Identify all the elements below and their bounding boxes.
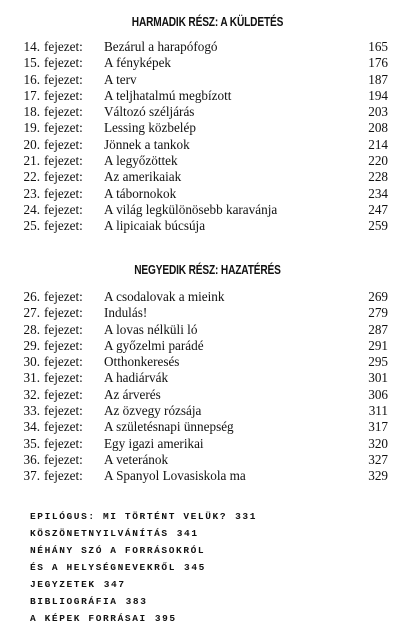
page-number: 345 (184, 562, 206, 573)
chapter-label: fejezet: (44, 185, 83, 201)
page-number: 295 (368, 354, 388, 370)
chapter-label: fejezet: (44, 289, 83, 304)
chapter-number: 17. (23, 87, 40, 103)
chapter-title: A veteránok (104, 451, 169, 467)
toc-row (0, 289, 415, 305)
back-matter-item (30, 525, 257, 542)
page-number: 306 (368, 386, 388, 402)
toc-row (0, 55, 415, 71)
toc-row (0, 39, 415, 55)
page-number: 341 (176, 528, 199, 539)
chapter-title: Az özvegy rózsája (104, 403, 202, 419)
chapter-title: Indulás! (104, 305, 148, 321)
chapter-title: Az árverés (104, 386, 161, 402)
back-matter-title: EPILÓGUS: MI TÖRTÉNT VELÜK? (30, 511, 228, 522)
page-number: 220 (368, 153, 388, 169)
toc-row (0, 354, 415, 370)
page-number: 279 (368, 305, 388, 321)
chapter-title: A Spanyol Lovasiskola ma (104, 468, 246, 484)
part3-toc-list (0, 39, 415, 235)
chapter-title: A születésnapi ünnepség (104, 419, 234, 435)
chapter-title: Változó széljárás (104, 104, 195, 120)
back-matter-title: JEGYZETEK (30, 579, 96, 590)
back-matter-item (30, 610, 257, 627)
chapter-label: fejezet: (44, 386, 83, 402)
page-number: 247 (368, 201, 388, 217)
chapter-label: fejezet: (44, 104, 83, 120)
chapter-label: fejezet: (44, 337, 83, 353)
chapter-number: 27. (23, 305, 40, 321)
chapter-number: 20. (23, 136, 40, 152)
page-number: 311 (368, 403, 388, 419)
toc-row (0, 153, 415, 169)
toc-row (0, 88, 415, 104)
page-number: 234 (368, 185, 388, 201)
chapter-number: 15. (23, 55, 40, 71)
chapter-number: 36. (23, 451, 40, 467)
chapter-number: 30. (23, 354, 40, 370)
chapter-label: fejezet: (44, 370, 83, 386)
toc-row (0, 322, 415, 338)
chapter-number: 35. (23, 435, 40, 451)
back-matter-title: KÖSZÖNETNYILVÁNÍTÁS (30, 528, 169, 539)
page-number: 187 (368, 71, 388, 87)
back-matter-title: BIBLIOGRÁFIA (30, 596, 118, 607)
toc-row (0, 169, 415, 185)
page-number: 203 (368, 104, 388, 120)
toc-row (0, 403, 415, 419)
toc-row (0, 452, 415, 468)
back-matter-item (30, 542, 257, 559)
page-number: 395 (154, 613, 177, 624)
chapter-title: Lessing közbelép (104, 120, 196, 136)
back-matter-list (30, 508, 257, 627)
part3-title: HARMADIK RÉSZ: A KÜLDETÉS (131, 14, 284, 29)
toc-row (0, 137, 415, 153)
page-number: 383 (125, 596, 148, 607)
chapter-label: fejezet: (44, 419, 83, 435)
chapter-label: fejezet: (44, 218, 83, 234)
chapter-number: 32. (23, 386, 40, 402)
back-matter-title: ÉS A HELYSÉGNEVEKRŐL (30, 562, 177, 573)
chapter-label: fejezet: (44, 55, 83, 71)
page-number: 259 (368, 218, 388, 234)
chapter-label: fejezet: (44, 120, 83, 136)
chapter-number: 34. (23, 419, 40, 435)
chapter-number: 22. (23, 169, 40, 185)
chapter-title: A győzelmi parádé (104, 337, 204, 353)
toc-row (0, 370, 415, 386)
toc-row (0, 120, 415, 136)
chapter-number: 19. (23, 120, 40, 136)
chapter-title: A teljhatalmú megbízott (104, 87, 232, 103)
back-matter-item (30, 508, 257, 525)
chapter-title: Otthonkeresés (104, 354, 180, 370)
chapter-title: A hadiárvák (104, 370, 169, 386)
page-number: 317 (368, 419, 388, 435)
chapter-title: Az amerikaiak (104, 169, 182, 185)
back-matter-item (30, 593, 257, 610)
page-number: 301 (368, 370, 388, 386)
page-number: 228 (368, 169, 388, 185)
page-number: 176 (368, 55, 388, 71)
page-number: 287 (368, 321, 388, 337)
chapter-title: Bezárul a harapófogó (104, 39, 218, 54)
chapter-label: fejezet: (44, 321, 83, 337)
chapter-title: A tábornokok (104, 185, 177, 201)
toc-row (0, 468, 415, 484)
chapter-title: A lovas nélküli ló (104, 321, 198, 337)
toc-row (0, 338, 415, 354)
page-number: 208 (368, 120, 388, 136)
chapter-number: 28. (23, 321, 40, 337)
chapter-label: fejezet: (44, 153, 83, 169)
chapter-label: fejezet: (44, 468, 83, 484)
part4-title: NEGYEDIK RÉSZ: HAZATÉRÉS (134, 262, 281, 277)
chapter-number: 29. (23, 337, 40, 353)
toc-row (0, 419, 415, 435)
chapter-number: 23. (23, 185, 40, 201)
chapter-number: 14. (23, 39, 40, 54)
chapter-number: 33. (23, 403, 40, 419)
chapter-label: fejezet: (44, 403, 83, 419)
toc-row (0, 104, 415, 120)
chapter-title: A csodalovak a mieink (104, 289, 225, 304)
chapter-label: fejezet: (44, 305, 83, 321)
chapter-number: 16. (23, 71, 40, 87)
chapter-label: fejezet: (44, 354, 83, 370)
part4-toc-list (0, 289, 415, 485)
toc-row (0, 305, 415, 321)
chapter-label: fejezet: (44, 39, 83, 54)
back-matter-item (30, 559, 257, 576)
page-number: 347 (103, 579, 126, 590)
chapter-label: fejezet: (44, 451, 83, 467)
chapter-label: fejezet: (44, 435, 83, 451)
chapter-label: fejezet: (44, 169, 83, 185)
page-number: 194 (368, 87, 388, 103)
chapter-number: 18. (23, 104, 40, 120)
chapter-number: 31. (23, 370, 40, 386)
toc-row (0, 387, 415, 403)
chapter-label: fejezet: (44, 136, 83, 152)
page-number: 165 (368, 39, 388, 54)
page-number: 331 (235, 511, 258, 522)
chapter-label: fejezet: (44, 87, 83, 103)
chapter-number: 26. (23, 289, 40, 304)
chapter-title: A legyőzöttek (104, 153, 178, 169)
toc-row (0, 218, 415, 234)
chapter-number: 21. (23, 153, 40, 169)
chapter-label: fejezet: (44, 201, 83, 217)
chapter-number: 24. (23, 201, 40, 217)
toc-row (0, 72, 415, 88)
chapter-title: A világ legkülönösebb karavánja (104, 201, 278, 217)
back-matter-title: NÉHÁNY SZÓ A FORRÁSOKRÓL (30, 545, 206, 556)
toc-row (0, 202, 415, 218)
page-number: 320 (368, 435, 388, 451)
page-number: 291 (368, 337, 388, 353)
toc-row (0, 436, 415, 452)
page-number: 214 (368, 136, 388, 152)
chapter-title: A terv (104, 71, 137, 87)
chapter-title: A fényképek (104, 55, 172, 71)
page-number: 327 (368, 451, 388, 467)
chapter-label: fejezet: (44, 71, 83, 87)
back-matter-item (30, 576, 257, 593)
chapter-title: Jönnek a tankok (104, 136, 190, 152)
back-matter-title: A KÉPEK FORRÁSAI (30, 613, 147, 624)
chapter-number: 25. (23, 218, 40, 234)
page-number: 329 (368, 468, 388, 484)
page-number: 269 (368, 289, 388, 304)
chapter-number: 37. (23, 468, 40, 484)
chapter-title: A lipicaiak búcsúja (104, 218, 206, 234)
chapter-title: Egy igazi amerikai (104, 435, 204, 451)
toc-row (0, 186, 415, 202)
